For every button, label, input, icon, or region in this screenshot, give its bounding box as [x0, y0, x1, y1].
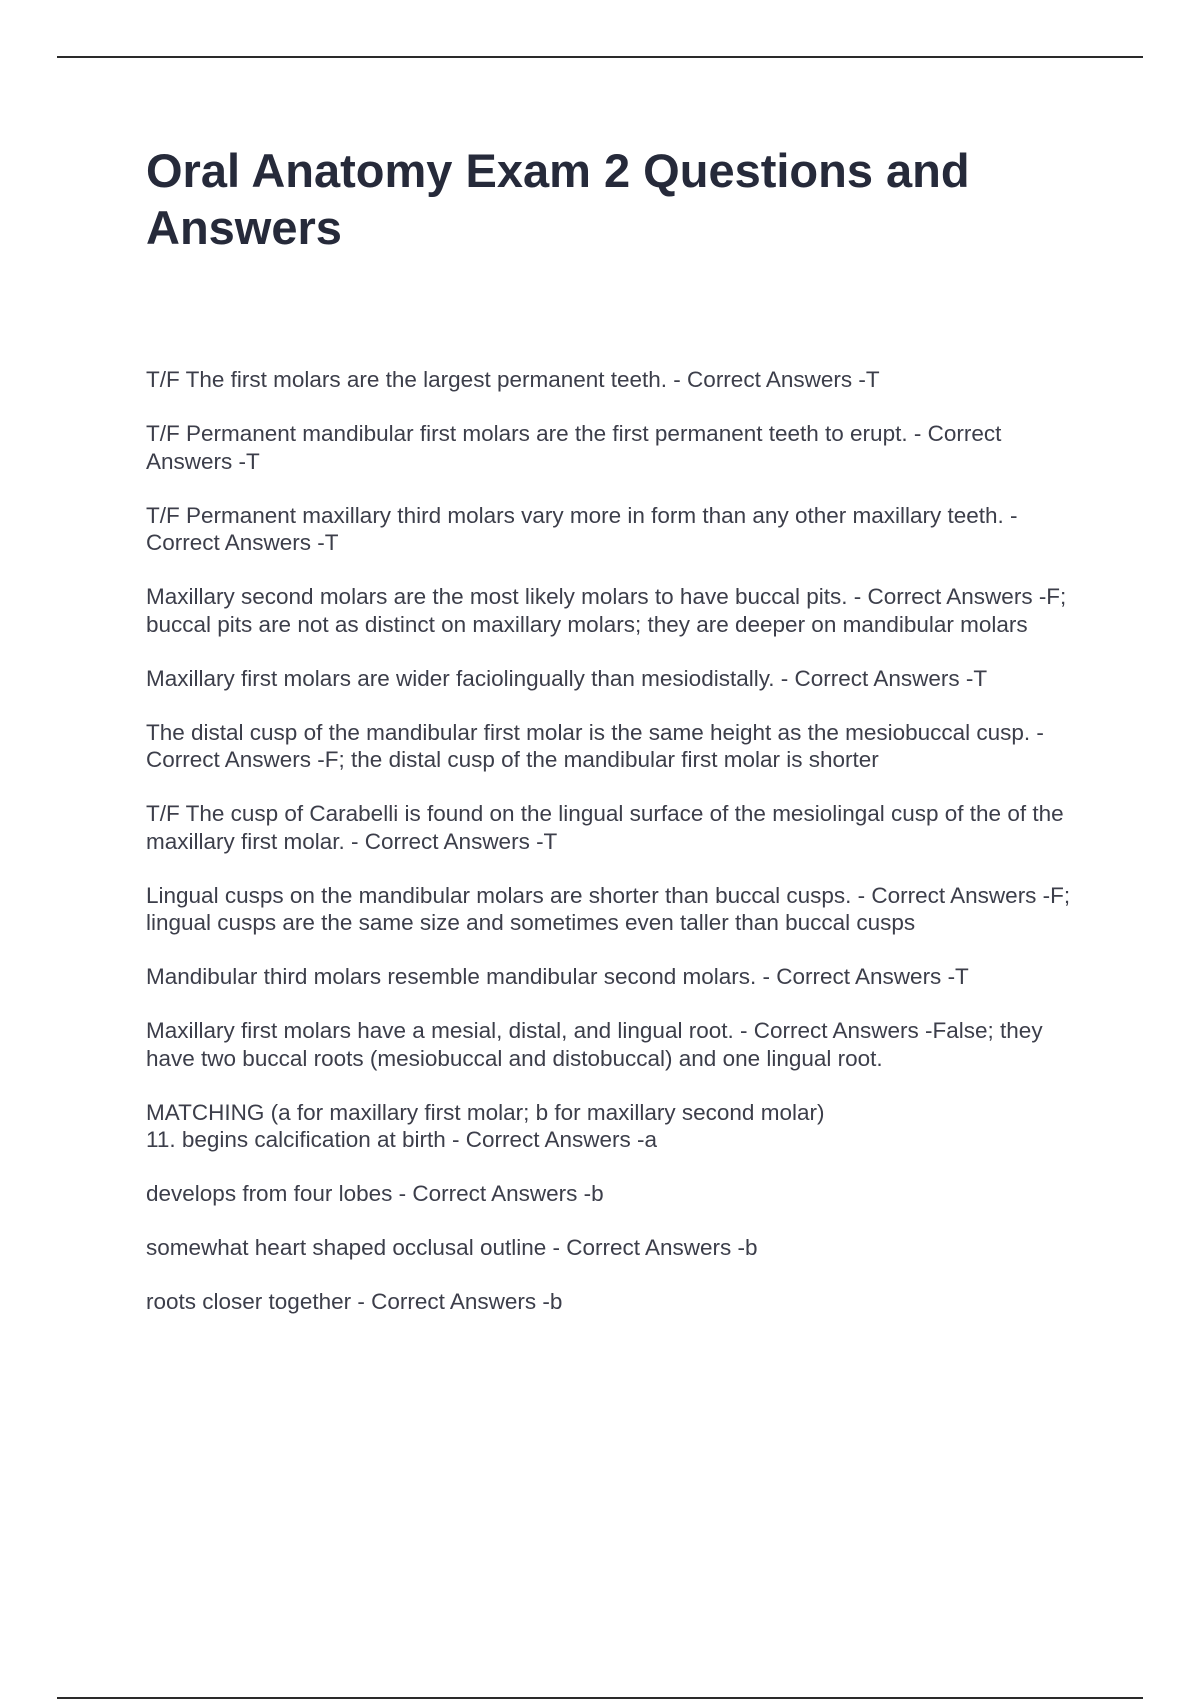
qa-item: Maxillary first molars have a mesial, distal, and lingual root. - Correct Answers -False; they have two buccal roots (mesiobuccal and distobuccal) and one lingual root.	[146, 1018, 1043, 1071]
top-rule	[57, 56, 1143, 58]
qa-item: The distal cusp of the mandibular first molar is the same height as the mesiobuccal cusp. - Correct Answers -F; the distal cusp of the mandibular first molar is shorter	[146, 719, 1044, 772]
qa-item: Lingual cusps on the mandibular molars are shorter than buccal cusps. - Correct Answers -F; lingual cusps are the same size and sometimes even taller than buccal cusps	[146, 882, 1071, 935]
qa-list	[146, 366, 1091, 1342]
qa-item: T/F Permanent mandibular first molars are the first permanent teeth to erupt. - Correct Answers -T	[146, 421, 1002, 474]
qa-item: T/F Permanent maxillary third molars vary more in form than any other maxillary teeth. - Correct Answers -T	[146, 502, 1018, 555]
qa-item: T/F The first molars are the largest permanent teeth. - Correct Answers -T	[146, 367, 880, 392]
qa-item: T/F The cusp of Carabelli is found on the lingual surface of the mesiolingal cusp of the of the maxillary first molar. - Correct Answers -T	[146, 801, 1064, 854]
qa-item: roots closer together - Correct Answers -b	[146, 1289, 563, 1314]
qa-item: Mandibular third molars resemble mandibular second molars. - Correct Answers -T	[146, 964, 969, 989]
qa-item: Maxillary first molars are wider faciolingually than mesiodistally. - Correct Answers -T	[146, 665, 988, 691]
page-title: Oral Anatomy Exam 2 Questions and Answers	[146, 144, 970, 254]
qa-item: MATCHING (a for maxillary first molar; b for maxillary second molar) 11. begins calcification at birth - Correct Answers -a	[146, 1099, 825, 1152]
qa-item: Maxillary second molars are the most likely molars to have buccal pits. - Correct Answers -F; buccal pits are not as distinct on maxillary molars; they are deeper on mandibular molars	[146, 584, 1067, 637]
qa-item: develops from four lobes - Correct Answers -b	[146, 1181, 604, 1206]
bottom-rule	[57, 1697, 1143, 1699]
qa-item: somewhat heart shaped occlusal outline - Correct Answers -b	[146, 1235, 758, 1260]
